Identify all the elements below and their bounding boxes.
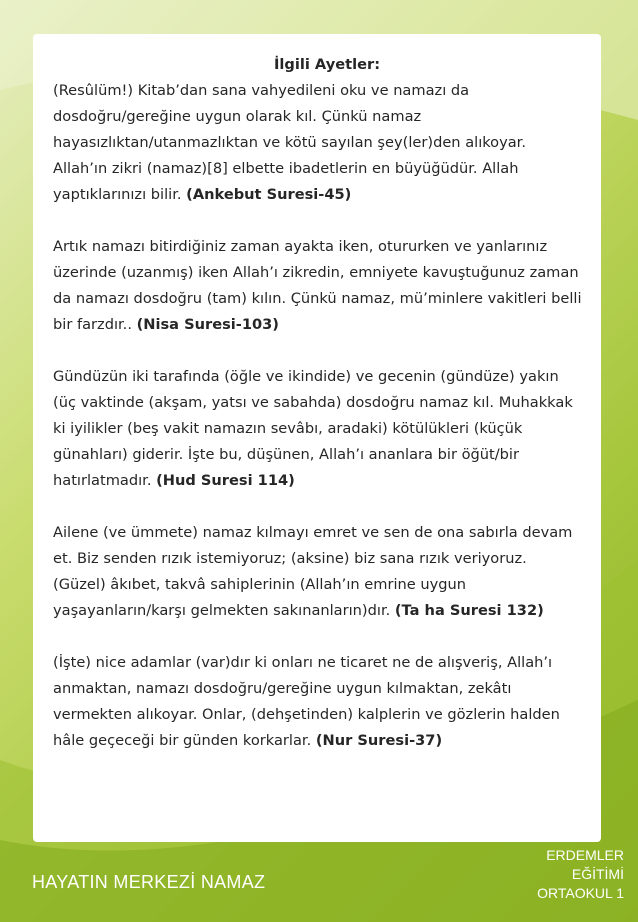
page-heading: İlgili Ayetler:: [273, 56, 381, 73]
verses-content: [53, 52, 583, 754]
footer-line: ORTAOKUL 1: [537, 885, 624, 901]
verse-reference: (Ankebut Suresi-45): [186, 186, 352, 203]
verse-text: Ailene (ve ümmete) namaz kılmayı emret ve sen de ona sabırla devam et. Biz senden rızık istemiyoruz; (aksine) biz sana rızık veriyoruz. (Güzel) âkıbet, takvâ sahiplerinin (Allah’ın emrine uygun yaşayanların/karşı gelmekten sakınanların)dır.: [53, 524, 573, 619]
verse-text: (Resûlüm!) Kitab’dan sana vahyedileni oku ve namazı da dosdoğru/gereğine uygun olarak kıl. Çünkü namaz hayasızlıktan/utanmazlıktan ve kötü sayılan şey(ler)den alıkoyar. Allah’ın zikri (namaz)[8] elbette ibadetlerin en büyüğüdür. Allah yaptıklarınızı bilir.: [53, 82, 526, 203]
verse-paragraph: [53, 650, 583, 754]
footer-title: HAYATIN MERKEZİ NAMAZ: [32, 872, 266, 892]
verse-paragraph: [53, 364, 583, 494]
verse-reference: (Nur Suresi-37): [315, 732, 443, 749]
content-card: [33, 34, 601, 842]
verse-text: Gündüzün iki tarafında (öğle ve ikindide) ve gecenin (gündüze) yakın (üç vaktinde (akşam, yatsı ve sabahda) dosdoğru namaz kıl. Muhakkak ki iyilikler (beş vakit namazın sevâbı, aradaki) kötülükleri (küçük günahları) giderir. İşte bu, düşünen, Allah’ı ananlara bir öğüt/bir hatırlatmadır.: [53, 368, 573, 489]
verse-paragraph: [53, 520, 583, 624]
footer-line: EĞİTİMİ: [571, 866, 624, 882]
verse-text: Artık namazı bitirdiğiniz zaman ayakta iken, otururken ve yanlarınız üzerinde (uzanmış) iken Allah’ı zikredin, emniyete kavuştuğunuz zaman da namazı dosdoğru (tam) kılın. Çünkü namaz, mü’minlere vakitleri belli bir farzdır..: [53, 238, 582, 333]
verse-paragraph: [53, 78, 583, 208]
footer-series-label: [494, 846, 624, 903]
verse-reference: (Hud Suresi 114): [156, 472, 295, 489]
footer-line: ERDEMLER: [546, 847, 624, 863]
verse-reference: (Nisa Suresi-103): [136, 316, 279, 333]
verse-paragraph: [53, 234, 583, 338]
verse-text: (İşte) nice adamlar (var)dır ki onları ne ticaret ne de alışveriş, Allah’ı anmaktan, namazı dosdoğru/gereğine uygun kılmaktan, zekâtı vermekten alıkoyar. Onlar, (dehşetinden) kalplerin ve gözlerin halden hâle geçeceği bir günden korkarlar.: [53, 654, 560, 749]
verse-reference: (Ta ha Suresi 132): [394, 602, 544, 619]
